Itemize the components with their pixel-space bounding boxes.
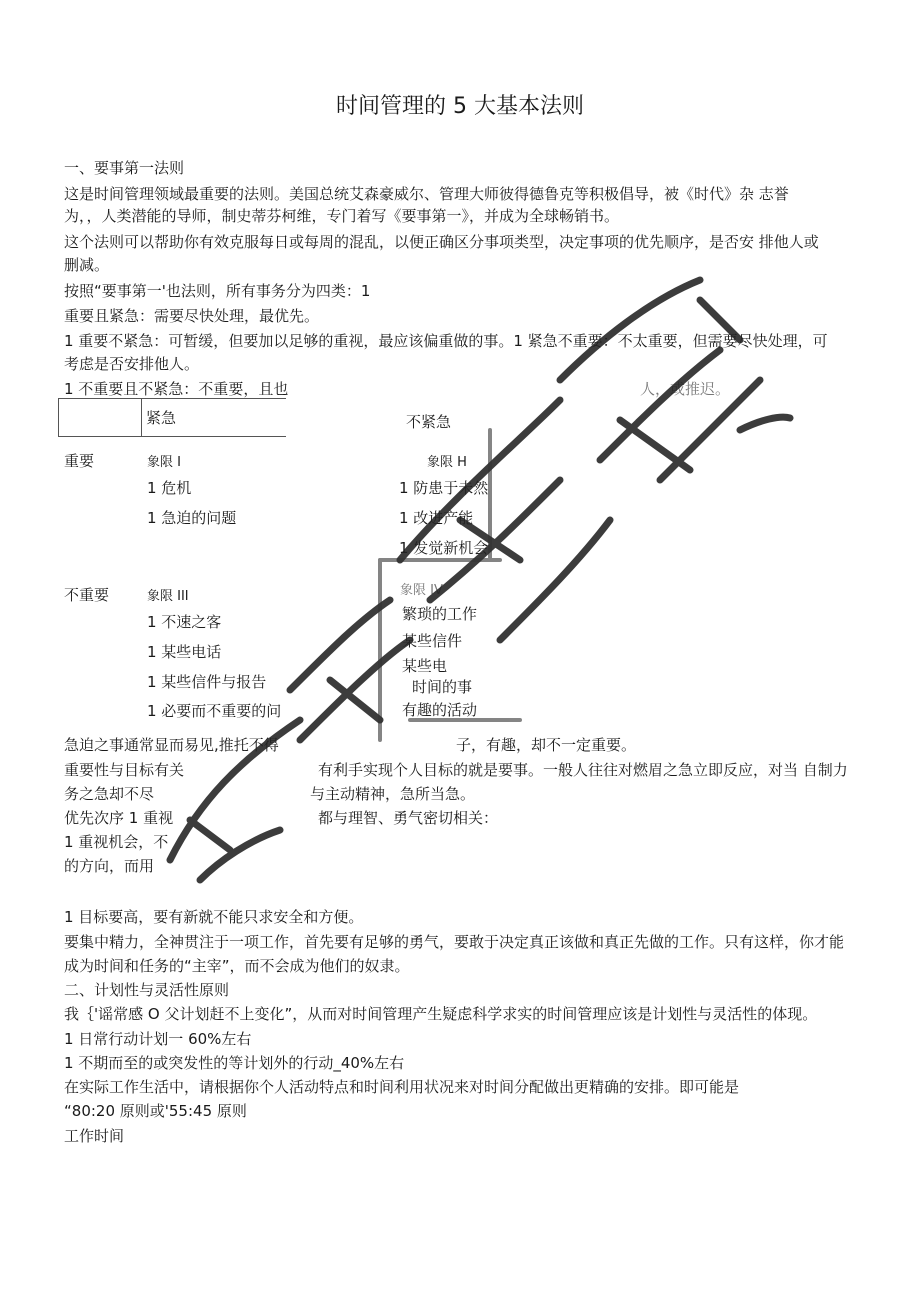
row-header-not-important: 不重要: [64, 586, 110, 604]
paragraph-line: 重要且紧急：需要尽快处理，最优先。: [64, 307, 320, 325]
list-item: 1 危机: [147, 479, 192, 497]
paragraph-line: 急迫之事通常显而易见,推托不得: [64, 736, 279, 754]
list-item: 1 某些电话: [147, 643, 222, 661]
paragraph-line: 1 不重要且不紧急：不重要，且也: [64, 380, 289, 398]
list-item: 某些电: [402, 657, 448, 675]
paragraph-line: 人，或推迟。: [640, 380, 731, 398]
paragraph-line: 成为时间和任务的“主宰”，而不会成为他们的奴隶。: [64, 957, 410, 975]
column-header-urgent: 紧急: [146, 409, 177, 427]
list-item: 时间的事: [412, 678, 473, 696]
list-item: 1 必要而不重要的问: [147, 702, 282, 720]
paragraph-line: 工作时间: [64, 1127, 125, 1145]
paragraph-line: 1 不期而至的或突发性的等计划外的行动_40%左右: [64, 1054, 405, 1072]
paragraph-line: 要集中精力，全神贯注于一项工作，首先要有足够的勇气，要敢于决定真正该做和真正先做的工作。只有这样，你才能: [64, 933, 845, 951]
table-rule: [58, 436, 286, 437]
paragraph-line: 有利手实现个人目标的就是要事。一般人往往对燃眉之急立即反应，对当 自制力: [318, 761, 848, 779]
paragraph-line: 的方向，而用: [64, 857, 155, 875]
paragraph-line: 我｛'谣常感 O 父计划赶不上变化”，从而对时间管理产生疑虑科学求实的时间管理应该是计划性与灵活性的体现。: [64, 1005, 818, 1023]
paragraph-line: 在实际工作生活中，请根据你个人活动特点和时间利用状况来对时间分配做出更精确的安排。即可能是: [64, 1078, 740, 1096]
list-item: 1 防患于未然: [399, 479, 489, 497]
list-item: 1 急迫的问题: [147, 509, 237, 527]
paragraph-line: 删减。: [64, 256, 110, 274]
column-header-not-urgent: 不紧急: [406, 413, 452, 431]
paragraph-line: “80:20 原则或'55:45 原则: [64, 1102, 247, 1120]
list-item: 有趣的活动: [402, 701, 478, 719]
quadrant-1-label: 象限 I: [147, 455, 181, 470]
section-heading-1: 一、要事第一法则: [64, 159, 185, 177]
list-item: 繁琐的工作: [402, 605, 478, 623]
list-item: 1 改进产能: [399, 509, 474, 527]
paragraph-line: 1 日常行动计划一 60%左右: [64, 1030, 252, 1048]
list-item: 1 不速之客: [147, 613, 222, 631]
row-header-important: 重要: [64, 452, 95, 470]
list-item: 1 某些信件与报告: [147, 673, 267, 691]
paragraph-line: 1 目标要高，要有新就不能只求安全和方便。: [64, 908, 364, 926]
list-item: 1 发觉新机会: [399, 539, 489, 557]
list-item: 某些信件: [402, 632, 463, 650]
page-title: 时间管理的 5 大基本法则: [336, 94, 584, 119]
paragraph-line: 1 重视机会，不: [64, 833, 169, 851]
paragraph-line: 1 重要不紧急：可暂缓，但要加以足够的重视，最应该偏重做的事。1 紧急不重要：不太重要，但需要尽快处理，可: [64, 332, 828, 350]
table-rule: [141, 398, 142, 436]
paragraph-line: 都与理智、勇气密切相关：: [318, 809, 499, 827]
paragraph-line: 这个法则可以帮助你有效克服每日或每周的混乱，以便正确区分事项类型，决定事项的优先顺序，是否安 排他人或: [64, 233, 819, 251]
paragraph-line: 这是时间管理领域最重要的法则。美国总统艾森豪威尔、管理大师彼得德鲁克等积极倡导，被《时代》杂 志誉: [64, 185, 789, 203]
paragraph-line: 子，有趣，却不一定重要。: [456, 736, 637, 754]
paragraph-line: 按照“要事第一'也法则，所有事务分为四类：1: [64, 282, 371, 300]
table-rule: [58, 398, 59, 436]
paragraph-line: 为，，人类潜能的导师，制史蒂芬柯维，专门着写《要事第一》，并成为全球畅销书。: [64, 207, 620, 225]
quadrant-2-label: 象限 H: [427, 455, 467, 470]
paragraph-line: 重要性与目标有关: [64, 761, 185, 779]
section-heading-2: 二、计划性与灵活性原则: [64, 981, 230, 999]
paragraph-line: 考虑是否安排他人。: [64, 355, 200, 373]
quadrant-3-label: 象限 III: [147, 589, 189, 604]
paragraph-line: 务之急却不尽: [64, 785, 155, 803]
paragraph-line: 与主动精神，急所当急。: [310, 785, 476, 803]
paragraph-line: 优先次序 1 重视: [64, 809, 174, 827]
table-rule: [58, 398, 286, 399]
quadrant-4-label: 象限 IV: [400, 583, 443, 598]
